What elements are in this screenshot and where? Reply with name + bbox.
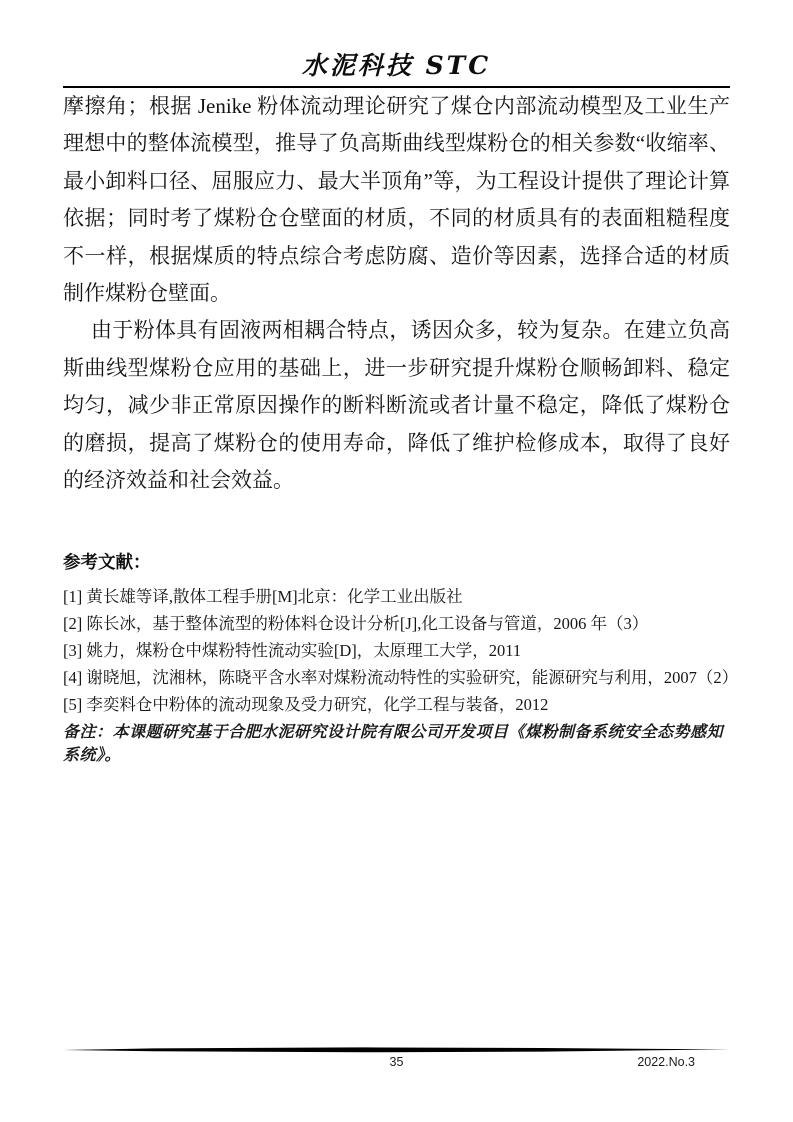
- issue-number: 2022.No.3: [637, 1055, 695, 1069]
- journal-title: 水泥科技 STC: [301, 51, 492, 80]
- references-section: [63, 549, 739, 718]
- reference-item: [5] 李奕料仓中粉体的流动现象及受力研究，化学工程与装备，2012: [63, 695, 549, 714]
- reference-item: [3] 姚力，煤粉仓中煤粉特性流动实验[D]，太原理工大学，2011: [63, 641, 522, 660]
- note-text: 备注：本课题研究基于合肥水泥研究设计院有限公司开发项目《煤粉制备系统安全态势感知系统》。: [63, 724, 724, 764]
- reference-item: [1] 黄长雄等译,散体工程手册[M]北京：化学工业出版社: [63, 587, 463, 606]
- references-list: [63, 583, 739, 718]
- article-body: [63, 88, 730, 499]
- body-paragraph-2: 由于粉体具有固液两相耦合特点，诱因众多，较为复杂。在建立负高斯曲线型煤粉仓应用的基础上，进一步研究提升煤粉仓顺畅卸料、稳定均匀，减少非正常原因操作的断料断流或者计量不稳定，降低了煤粉仓的磨损，提高了煤粉仓的使用寿命，降低了维护检修成本，取得了良好的经济效益和社会效益。: [63, 318, 730, 493]
- footer-rule: [63, 1047, 730, 1053]
- references-heading: 参考文献：: [63, 552, 151, 572]
- reference-item: [4] 谢晓旭，沈湘林，陈晓平含水率对煤粉流动特性的实验研究，能源研究与利用，2007（2）: [63, 668, 739, 687]
- page-number: 35: [389, 1055, 404, 1069]
- body-paragraph-1: 摩擦角；根据 Jenike 粉体流动理论研究了煤仓内部流动模型及工业生产理想中的整体流模型，推导了负高斯曲线型煤粉仓的相关参数“收缩率、最小卸料口径、屈服应力、最大半顶角”等，为工程设计提供了理论计算依据；同时考了煤粉仓仓壁面的材质，不同的材质具有的表面粗糙程度不一样，根据煤质的特点综合考虑防腐、造价等因素，选择合适的材质制作煤粉仓壁面。: [63, 94, 730, 306]
- reference-item: [2] 陈长冰，基于整体流型的粉体料仓设计分析[J],化工设备与管道，2006 年（3）: [63, 614, 649, 633]
